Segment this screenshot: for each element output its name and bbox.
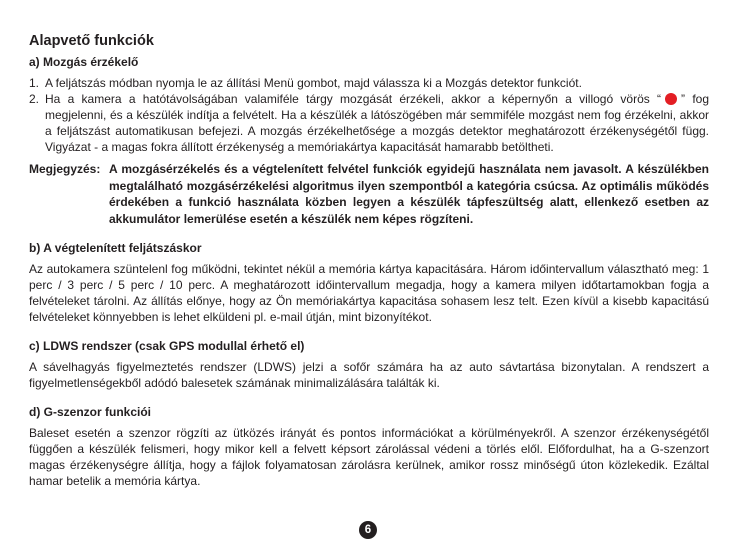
list-item bbox=[29, 75, 709, 91]
note-text: A mozgásérzékelés és a végtelenített felvétel funkciók egyidejű használata nem javasolt. A készülékben megtalálható mozgásérzékelési algoritmus ilyen szempontból a kategória csúcsa. Az optimális működés érdekében a funkció használata közben legyen a készülék tápfeszültség alatt, ellenkező esetben az akkumulátor lemerülése esetén a készülék nem képes rögzíteni. bbox=[109, 162, 709, 226]
section-a-heading: a) Mozgás érzékelő bbox=[29, 55, 139, 69]
section-d-text: Baleset esetén a szenzor rögzíti az ütközés irányát és pontos információkat a körülményekről. A szenzor érzékenységétől függően a készülék felismeri, hogy mikor kell a felvett képsort zárolással védeni a törlés elől. Előfordulhat, ha a G-szenzort magas érzékenységre állítja, hogy a fájlok folyamatosan zárolásra kerülnek, amikor rossz minőségű úton közlekedik. Ezáltal hamar betelik a memória kártya. bbox=[29, 426, 709, 488]
list-item bbox=[29, 91, 709, 155]
section-loop-recording bbox=[29, 241, 709, 325]
list-item-number: 2. bbox=[29, 92, 40, 106]
list-item-text-after: ” fog megjelenni, és a készülék indítja a felvételt. Ha a készülék a látószögében már semmiféle mozgást nem fog érzékelni, akkor a feljátszást automatikusan befejezi. A mozgás érzékelhetősége a mozgás detektor meghatározott érzékenységétől függ. Vigyázat - a magas fokra állított érzékenység a memóriakártya kapacitását hamarabb betöltheti. bbox=[45, 92, 709, 154]
red-indicator-icon bbox=[665, 93, 677, 105]
section-c-heading: c) LDWS rendszer (csak GPS modullal érhető el) bbox=[29, 339, 305, 353]
list-item-number: 1. bbox=[29, 76, 40, 90]
page-title: Alapvető funkciók bbox=[29, 33, 154, 49]
section-g-sensor bbox=[29, 405, 709, 489]
section-c-text: A sávelhagyás figyelmeztetés rendszer (LDWS) jelzi a sofőr számára ha az auto sávtartása bizonytalan. A rendszert a figyelmetlenségekből adódó balesetek számának minimalizálására találták ki. bbox=[29, 360, 709, 390]
note-label: Megjegyzés: bbox=[29, 162, 101, 176]
list-item-text-before: Ha a kamera a hatótávolságában valamiféle tárgy mozgását érzékeli, akkor a képernyőn a villogó vörös “ bbox=[45, 92, 662, 106]
section-d-heading: d) G-szenzor funkciói bbox=[29, 405, 152, 419]
section-ldws bbox=[29, 339, 709, 391]
section-b-heading: b) A végtelenített feljátszáskor bbox=[29, 241, 202, 255]
section-motion-detection bbox=[29, 55, 709, 227]
motion-steps-list bbox=[29, 75, 709, 155]
note-block bbox=[29, 161, 709, 227]
list-item-text: A feljátszás módban nyomja le az állítási Menü gombot, majd válassza ki a Mozgás detektor funkciót. bbox=[45, 76, 582, 90]
manual-page bbox=[29, 33, 709, 489]
section-b-text: Az autokamera szüntelenl fog működni, tekintet nékül a memória kártya kapacitására. Három időintervallum választható meg: 1 perc / 3 perc / 5 perc / 10 perc. A meghatározott időintervallum megadja, hogy a kamera milyen időtartamokban fogja a felvételeket tárolni. Az állítás előnye, hogy az Ön memóriakártya kapacitása sohasem lesz telt. Ezen kívül a kisebb kapacitású felvételeket könnyebben is lehet elküldeni pl. e-mail útján, mint bizonyítékot. bbox=[29, 262, 709, 324]
page-number: 6 bbox=[359, 521, 377, 539]
